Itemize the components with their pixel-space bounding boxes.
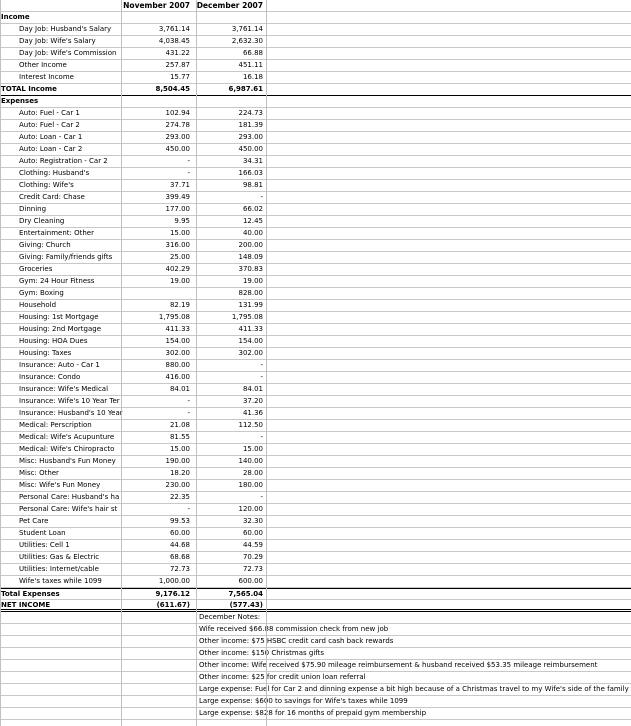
december-value-cell[interactable]: 166.03: [238, 169, 263, 177]
december-note-cell[interactable]: Other income: $25 for credit union loan referral: [199, 673, 366, 681]
row-label-cell[interactable]: Groceries: [19, 265, 53, 273]
row-label-cell[interactable]: Housing: Taxes: [19, 349, 72, 357]
row-label-cell[interactable]: Auto: Loan - Car 2: [19, 145, 83, 153]
column-gridline: [266, 0, 267, 726]
row-label-cell[interactable]: Other Income: [19, 61, 67, 69]
november-value-cell[interactable]: 1,795.08: [158, 313, 190, 321]
november-value-cell[interactable]: 21.08: [169, 421, 190, 429]
december-value-cell[interactable]: 28.00: [242, 469, 263, 477]
november-value-cell[interactable]: 44.68: [169, 541, 190, 549]
december-value-cell[interactable]: 302.00: [238, 349, 263, 357]
income-row: [0, 72, 631, 84]
expense-row: [0, 324, 631, 336]
expense-row: [0, 492, 631, 504]
row-label-cell[interactable]: Insurance: Condo: [19, 373, 81, 381]
november-value-cell[interactable]: 37.71: [169, 181, 190, 189]
november-value-cell[interactable]: 84.01: [169, 385, 190, 393]
november-value-cell[interactable]: 416.00: [165, 373, 190, 381]
expense-row: [0, 336, 631, 348]
december-value-cell[interactable]: (577.43): [229, 601, 263, 609]
income-section-title[interactable]: Income: [1, 13, 30, 21]
note-row: [0, 672, 631, 684]
november-value-cell[interactable]: 154.00: [165, 337, 190, 345]
december-value-cell[interactable]: -: [260, 361, 263, 369]
december-value-cell[interactable]: 450.00: [238, 145, 263, 153]
expense-row: [0, 312, 631, 324]
november-value-cell[interactable]: -: [187, 397, 190, 405]
november-value-cell[interactable]: 190.00: [165, 457, 190, 465]
expenses-section-row: [0, 96, 631, 108]
header-blank-cell[interactable]: [1, 0, 121, 11]
december-value-cell[interactable]: 293.00: [238, 133, 263, 141]
row-label-cell[interactable]: Auto: Loan - Car 1: [19, 133, 83, 141]
expense-row: [0, 156, 631, 168]
november-value-cell[interactable]: 274.78: [165, 121, 190, 129]
december-value-cell[interactable]: 84.01: [242, 385, 263, 393]
december-value-cell[interactable]: 40.00: [242, 229, 263, 237]
november-value-cell[interactable]: 82.19: [169, 301, 190, 309]
december-value-cell[interactable]: 44.59: [242, 541, 263, 549]
december-value-cell[interactable]: 66.02: [242, 205, 263, 213]
note-row: [0, 636, 631, 648]
row-label-cell[interactable]: Misc: Wife's Fun Money: [19, 481, 101, 489]
expense-row: [0, 552, 631, 564]
november-value-cell[interactable]: -: [187, 157, 190, 165]
row-label-cell[interactable]: Household: [19, 301, 57, 309]
row-label-cell[interactable]: Insurance: Wife's 10 Year Ter: [19, 397, 120, 405]
december-value-cell[interactable]: 72.73: [242, 565, 263, 573]
december-value-cell[interactable]: 180.00: [238, 481, 263, 489]
expense-row: [0, 420, 631, 432]
november-value-cell[interactable]: 18.20: [169, 469, 190, 477]
expense-row: [0, 168, 631, 180]
row-label-cell[interactable]: Dry Cleaning: [19, 217, 65, 225]
expenses-section-title[interactable]: Expenses: [1, 97, 39, 105]
expense-row: [0, 276, 631, 288]
november-value-cell[interactable]: 450.00: [165, 145, 190, 153]
column-gridline: [0, 0, 1, 726]
december-value-cell[interactable]: 37.20: [242, 397, 263, 405]
note-row: [0, 660, 631, 672]
row-label-cell[interactable]: Auto: Registration - Car 2: [19, 157, 108, 165]
row-label-cell[interactable]: Gym: Boxing: [19, 289, 64, 297]
row-label-cell[interactable]: Utilities: Gas & Electric: [19, 553, 100, 561]
november-value-cell[interactable]: 60.00: [169, 529, 190, 537]
december-value-cell[interactable]: 224.73: [238, 109, 263, 117]
row-label-cell[interactable]: Medical: Wife's Acupunture: [19, 433, 115, 441]
december-value-cell[interactable]: 1,795.08: [231, 313, 263, 321]
december-note-cell[interactable]: Other income: Wife received $75.90 mileage reimbursement & husband received $53.35 mileage reimbursement: [199, 661, 598, 669]
december-value-cell[interactable]: 15.00: [242, 445, 263, 453]
expense-row: [0, 396, 631, 408]
november-value-cell[interactable]: 99.53: [169, 517, 190, 525]
column-gridline: [196, 0, 197, 726]
row-label-cell[interactable]: Clothing: Wife's: [19, 181, 74, 189]
december-value-cell[interactable]: 451.11: [238, 61, 263, 69]
december-value-cell[interactable]: 3,761.14: [231, 25, 263, 33]
row-label-cell[interactable]: Pet Care: [19, 517, 49, 525]
expense-row: [0, 516, 631, 528]
row-label-cell[interactable]: Day Job: Wife's Salary: [19, 37, 96, 45]
expense-row: [0, 528, 631, 540]
december-value-cell[interactable]: 2,632.30: [231, 37, 263, 45]
row-label-cell[interactable]: TOTAL Income: [1, 85, 57, 93]
december-value-cell[interactable]: 34.31: [242, 157, 263, 165]
row-label-cell[interactable]: Personal Care: Wife's hair st: [19, 505, 118, 513]
income-section-row: [0, 12, 631, 24]
december-value-cell[interactable]: 600.00: [238, 577, 263, 585]
row-label-cell[interactable]: Day Job: Husband's Salary: [19, 25, 112, 33]
row-label-cell[interactable]: Medical: Wife's Chiropracto: [19, 445, 115, 453]
expense-row: [0, 252, 631, 264]
december-note-cell[interactable]: Large expense: $600 to savings for Wife's taxes while 1099: [199, 697, 408, 705]
december-value-cell[interactable]: 154.00: [238, 337, 263, 345]
expense-row: [0, 216, 631, 228]
november-value-cell[interactable]: 302.00: [165, 349, 190, 357]
expense-row: [0, 348, 631, 360]
november-value-cell[interactable]: 15.00: [169, 445, 190, 453]
expense-row: [0, 180, 631, 192]
header-november-cell[interactable]: November 2007: [123, 1, 190, 10]
november-value-cell[interactable]: 15.00: [169, 229, 190, 237]
november-value-cell[interactable]: 15.77: [169, 73, 190, 81]
november-value-cell[interactable]: 411.33: [165, 325, 190, 333]
november-value-cell[interactable]: 880.00: [165, 361, 190, 369]
note-row: [0, 612, 631, 624]
december-value-cell[interactable]: 19.00: [242, 277, 263, 285]
december-value-cell[interactable]: -: [260, 373, 263, 381]
expense-row: [0, 204, 631, 216]
row-label-cell[interactable]: Personal Care: Husband's ha: [19, 493, 120, 501]
december-value-cell[interactable]: 70.29: [242, 553, 263, 561]
row-label-cell[interactable]: Giving: Church: [19, 241, 71, 249]
row-label-cell[interactable]: Utilities: Internet/cable: [19, 565, 99, 573]
note-row: [0, 624, 631, 636]
december-value-cell[interactable]: 98.81: [242, 181, 263, 189]
row-label-cell[interactable]: Credit Card: Chase: [19, 193, 85, 201]
row-label-cell[interactable]: Clothing: Husband's: [19, 169, 90, 177]
row-label-cell[interactable]: Insurance: Auto - Car 1: [19, 361, 100, 369]
income-row: [0, 36, 631, 48]
november-value-cell[interactable]: 3,761.14: [158, 25, 190, 33]
expense-row: [0, 300, 631, 312]
december-value-cell[interactable]: 828.00: [238, 289, 263, 297]
expense-row: [0, 372, 631, 384]
expense-row: [0, 120, 631, 132]
december-value-cell[interactable]: -: [260, 493, 263, 501]
row-label-cell[interactable]: Interest Income: [19, 73, 74, 81]
expense-row: [0, 444, 631, 456]
december-value-cell[interactable]: 12.45: [242, 217, 263, 225]
december-value-cell[interactable]: 181.39: [238, 121, 263, 129]
header-row: [0, 0, 631, 12]
header-december-cell[interactable]: December 2007: [196, 1, 263, 10]
december-value-cell[interactable]: 148.09: [238, 253, 263, 261]
net-income-row: [0, 600, 631, 612]
december-note-cell[interactable]: December Notes:: [199, 613, 261, 621]
december-note-cell[interactable]: Large expense: $828 for 16 months of prepaid gym membership: [199, 709, 427, 717]
december-value-cell[interactable]: -: [260, 193, 263, 201]
november-value-cell[interactable]: -: [187, 169, 190, 177]
november-value-cell[interactable]: 81.55: [169, 433, 190, 441]
november-value-cell[interactable]: 4,038.45: [158, 37, 190, 45]
expense-row: [0, 432, 631, 444]
note-row: [0, 708, 631, 720]
expense-row: [0, 504, 631, 516]
row-label-cell[interactable]: Misc: Other: [19, 469, 59, 477]
expense-row: [0, 408, 631, 420]
december-value-cell[interactable]: 112.50: [238, 421, 263, 429]
november-value-cell[interactable]: 399.49: [165, 193, 190, 201]
row-label-cell[interactable]: Student Loan: [19, 529, 66, 537]
expense-row: [0, 108, 631, 120]
row-label-cell[interactable]: Giving: Family/friends gifts: [19, 253, 113, 261]
expense-row: [0, 576, 631, 588]
row-label-cell[interactable]: Insurance: Wife's Medical: [19, 385, 109, 393]
november-value-cell[interactable]: 19.00: [169, 277, 190, 285]
december-value-cell[interactable]: 200.00: [238, 241, 263, 249]
november-value-cell[interactable]: [121, 288, 193, 299]
row-label-cell[interactable]: Gym: 24 Hour Fitness: [19, 277, 95, 285]
expense-row: [0, 240, 631, 252]
expense-row: [0, 480, 631, 492]
note-row: [0, 684, 631, 696]
row-label-cell[interactable]: NET INCOME: [1, 601, 51, 609]
income-row: [0, 60, 631, 72]
income-row: [0, 48, 631, 60]
november-value-cell[interactable]: 1,000.00: [158, 577, 190, 585]
total-income-row: [0, 84, 631, 96]
row-label-cell[interactable]: Insurance: Husband's 10 Year: [19, 409, 123, 417]
november-value-cell[interactable]: 257.87: [165, 61, 190, 69]
row-label-cell[interactable]: Medical: Perscription: [19, 421, 92, 429]
november-value-cell[interactable]: 177.00: [165, 205, 190, 213]
expense-row: [0, 564, 631, 576]
expense-row: [0, 540, 631, 552]
income-row: [0, 24, 631, 36]
december-value-cell[interactable]: 411.33: [238, 325, 263, 333]
november-value-cell[interactable]: -: [187, 409, 190, 417]
row-label-cell[interactable]: Day Job: Wife's Commission: [19, 49, 117, 57]
november-value-cell[interactable]: 72.73: [169, 565, 190, 573]
november-value-cell[interactable]: 22.35: [169, 493, 190, 501]
column-gridline: [121, 0, 122, 726]
november-value-cell[interactable]: (611.67): [156, 601, 190, 609]
total-expenses-row: [0, 588, 631, 600]
november-value-cell[interactable]: 25.00: [169, 253, 190, 261]
expense-row: [0, 264, 631, 276]
december-value-cell[interactable]: 7,565.04: [228, 590, 263, 598]
expense-row: [0, 384, 631, 396]
expense-row: [0, 468, 631, 480]
november-value-cell[interactable]: 8,504.45: [155, 85, 190, 93]
december-value-cell[interactable]: 131.99: [238, 301, 263, 309]
december-value-cell[interactable]: 140.00: [238, 457, 263, 465]
note-row: [0, 696, 631, 708]
december-value-cell[interactable]: 370.83: [238, 265, 263, 273]
november-value-cell[interactable]: 402.29: [165, 265, 190, 273]
expense-row: [0, 288, 631, 300]
note-row: [0, 648, 631, 660]
row-label-cell[interactable]: Auto: Fuel - Car 2: [19, 121, 80, 129]
december-value-cell[interactable]: -: [260, 433, 263, 441]
row-label-cell[interactable]: Misc: Husband's Fun Money: [19, 457, 116, 465]
row-label-cell[interactable]: Dinning: [19, 205, 47, 213]
december-value-cell[interactable]: 41.36: [242, 409, 263, 417]
december-value-cell[interactable]: 120.00: [238, 505, 263, 513]
row-label-cell[interactable]: Utilities: Cell 1: [19, 541, 70, 549]
row-label-cell[interactable]: Housing: 1st Mortgage: [19, 313, 99, 321]
expense-row: [0, 132, 631, 144]
expense-row: [0, 228, 631, 240]
november-value-cell[interactable]: -: [187, 505, 190, 513]
november-value-cell[interactable]: 9,176.12: [155, 590, 190, 598]
row-label-cell[interactable]: Wife's taxes while 1099: [19, 577, 102, 585]
row-label-cell[interactable]: Entertainment: Other: [19, 229, 94, 237]
november-value-cell[interactable]: 68.68: [169, 553, 190, 561]
expense-row: [0, 192, 631, 204]
december-value-cell[interactable]: 32.30: [242, 517, 263, 525]
november-value-cell[interactable]: 9.95: [174, 217, 190, 225]
november-value-cell[interactable]: 293.00: [165, 133, 190, 141]
december-note-cell[interactable]: Other income: $75 HSBC credit card cash back rewards: [199, 637, 394, 645]
december-value-cell[interactable]: 6,987.61: [228, 85, 263, 93]
december-value-cell[interactable]: 60.00: [242, 529, 263, 537]
expense-row: [0, 360, 631, 372]
november-value-cell[interactable]: 102.94: [165, 109, 190, 117]
december-value-cell[interactable]: 66.88: [242, 49, 263, 57]
row-label-cell[interactable]: Total Expenses: [1, 590, 60, 598]
december-note-cell[interactable]: Other income: $150 Christmas gifts: [199, 649, 325, 657]
december-note-cell[interactable]: Large expense: Fuel for Car 2 and dinning expense a bit high because of a Christmas travel to my Wife's side of the family: [199, 685, 629, 693]
expense-row: [0, 456, 631, 468]
row-label-cell[interactable]: Housing: HOA Dues: [19, 337, 88, 345]
december-value-cell[interactable]: 16.18: [242, 73, 263, 81]
november-value-cell[interactable]: 230.00: [165, 481, 190, 489]
november-value-cell[interactable]: 316.00: [165, 241, 190, 249]
row-label-cell[interactable]: Auto: Fuel - Car 1: [19, 109, 80, 117]
row-label-cell[interactable]: Housing: 2nd Mortgage: [19, 325, 102, 333]
december-note-cell[interactable]: Wife received $66.88 commission check from new job: [199, 625, 389, 633]
expense-row: [0, 144, 631, 156]
november-value-cell[interactable]: 431.22: [165, 49, 190, 57]
